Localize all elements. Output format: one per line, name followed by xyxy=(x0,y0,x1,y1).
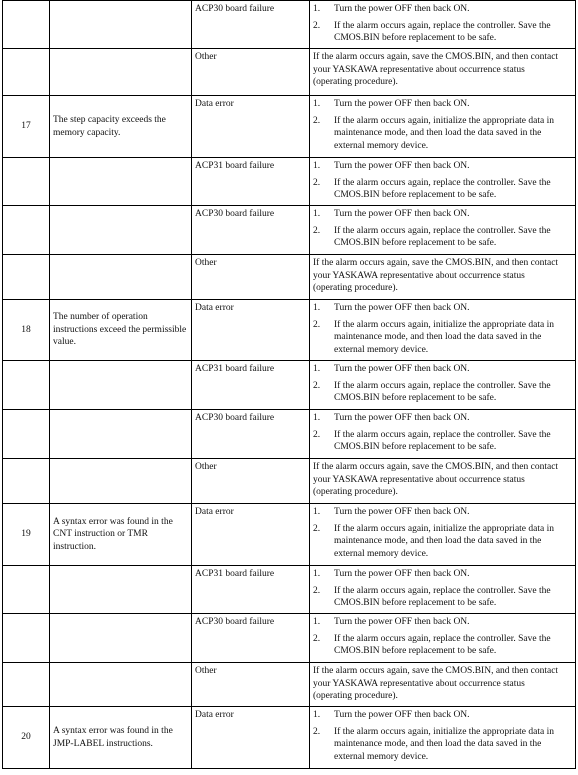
sub-code-cell: Other xyxy=(192,663,310,707)
step-text: If the alarm occurs again, replace the controller. Save the CMOS.BIN before replacement to be safe. xyxy=(334,585,551,609)
remedy-cell xyxy=(310,158,576,206)
step-number: 1. xyxy=(313,209,321,219)
alarm-description-cell: The step capacity exceeds the memory capacity. xyxy=(50,96,192,158)
step-text: Turn the power OFF then back ON. xyxy=(334,161,470,171)
alarm-number-cell: 17 xyxy=(3,96,50,158)
remedy-step xyxy=(313,160,569,173)
remedy-cell xyxy=(310,361,576,410)
alarm-description-cell xyxy=(50,361,192,410)
alarm-row xyxy=(3,614,576,663)
alarm-row xyxy=(3,158,576,206)
alarm-table-body xyxy=(3,1,576,769)
alarm-row xyxy=(3,255,576,300)
remedy-step xyxy=(313,208,569,221)
remedy-step xyxy=(313,726,569,764)
step-number: 2. xyxy=(313,429,321,440)
remedy-cell xyxy=(310,410,576,459)
alarm-description-cell xyxy=(50,206,192,255)
alarm-remedy-document xyxy=(2,0,575,769)
alarm-row xyxy=(3,96,576,158)
step-text: Turn the power OFF then back ON. xyxy=(334,617,470,627)
step-number: 1. xyxy=(313,413,321,423)
alarm-number-cell xyxy=(3,459,50,504)
remedy-cell xyxy=(310,614,576,663)
alarm-description-cell: A syntax error was found in the JMP-LABEL instructions. xyxy=(50,707,192,769)
step-text: If the alarm occurs again, initialize the appropriate data in maintenance mode, and then load the data saved in the external memory device. xyxy=(334,115,554,151)
step-number: 2. xyxy=(313,380,321,391)
remedy-step xyxy=(313,115,569,153)
step-text: If the alarm occurs again, replace the controller. Save the CMOS.BIN before replacement to be safe. xyxy=(334,633,551,657)
remedy-step xyxy=(313,412,569,425)
step-text: If the alarm occurs again, replace the controller. Save the CMOS.BIN before replacement to be safe. xyxy=(334,225,551,249)
step-text: Turn the power OFF then back ON. xyxy=(334,303,470,313)
sub-code-cell: Data error xyxy=(192,96,310,158)
remedy-cell xyxy=(310,1,576,49)
step-text: Turn the power OFF then back ON. xyxy=(334,99,470,109)
alarm-number-cell xyxy=(3,255,50,300)
alarm-number-cell xyxy=(3,158,50,206)
alarm-row xyxy=(3,206,576,255)
alarm-number-cell xyxy=(3,614,50,663)
step-text: Turn the power OFF then back ON. xyxy=(334,710,470,720)
sub-code-cell: ACP30 board failure xyxy=(192,410,310,459)
alarm-number-cell xyxy=(3,566,50,614)
alarm-row xyxy=(3,361,576,410)
step-number: 2. xyxy=(313,523,321,534)
step-text: If the alarm occurs again, initialize the appropriate data in maintenance mode, and then load the data saved in the external memory device. xyxy=(334,319,554,355)
remedy-cell xyxy=(310,255,576,300)
alarm-description-cell xyxy=(50,566,192,614)
alarm-description-cell xyxy=(50,49,192,96)
remedy-text: If the alarm occurs again, save the CMOS.BIN, and then contact your YASKAWA representative about occurrence status (operating procedure). xyxy=(313,52,559,88)
remedy-text: If the alarm occurs again, save the CMOS.BIN, and then contact your YASKAWA representative about occurrence status (operating procedure). xyxy=(313,666,559,702)
alarm-remedy-table xyxy=(2,0,576,769)
sub-code-cell: ACP31 board failure xyxy=(192,361,310,410)
step-text: Turn the power OFF then back ON. xyxy=(334,209,470,219)
remedy-step xyxy=(313,319,569,357)
alarm-row xyxy=(3,1,576,49)
sub-code-cell: ACP31 board failure xyxy=(192,158,310,206)
step-number: 1. xyxy=(313,710,321,720)
remedy-cell xyxy=(310,663,576,707)
step-number: 1. xyxy=(313,364,321,374)
remedy-cell xyxy=(310,96,576,158)
alarm-number-cell: 19 xyxy=(3,504,50,566)
remedy-step xyxy=(313,523,569,561)
alarm-number-cell xyxy=(3,206,50,255)
remedy-step xyxy=(313,98,569,111)
remedy-step xyxy=(313,302,569,315)
remedy-cell xyxy=(310,707,576,769)
alarm-number-cell xyxy=(3,663,50,707)
remedy-step xyxy=(313,585,569,610)
alarm-row xyxy=(3,49,576,96)
sub-code-cell: Data error xyxy=(192,504,310,566)
remedy-text: If the alarm occurs again, save the CMOS.BIN, and then contact your YASKAWA representative about occurrence status (operating procedure). xyxy=(313,258,559,294)
remedy-step xyxy=(313,616,569,629)
remedy-step xyxy=(313,225,569,250)
alarm-row xyxy=(3,300,576,361)
step-text: If the alarm occurs again, replace the controller. Save the CMOS.BIN before replacement to be safe. xyxy=(334,177,551,201)
alarm-number-cell: 20 xyxy=(3,707,50,769)
sub-code-cell: Data error xyxy=(192,300,310,361)
alarm-description-cell xyxy=(50,158,192,206)
step-number: 2. xyxy=(313,633,321,644)
step-number: 1. xyxy=(313,617,321,627)
sub-code-cell: ACP31 board failure xyxy=(192,566,310,614)
alarm-row xyxy=(3,707,576,769)
remedy-step xyxy=(313,429,569,454)
remedy-cell xyxy=(310,206,576,255)
remedy-cell xyxy=(310,566,576,614)
remedy-cell xyxy=(310,300,576,361)
alarm-description-cell: The number of operation instructions exceed the permissible value. xyxy=(50,300,192,361)
remedy-step xyxy=(313,633,569,658)
sub-code-cell: Other xyxy=(192,255,310,300)
step-text: Turn the power OFF then back ON. xyxy=(334,569,470,579)
step-number: 2. xyxy=(313,177,321,188)
sub-code-cell: ACP30 board failure xyxy=(192,206,310,255)
remedy-step xyxy=(313,177,569,202)
remedy-step xyxy=(313,506,569,519)
remedy-cell xyxy=(310,49,576,96)
alarm-number-cell xyxy=(3,1,50,49)
remedy-step xyxy=(313,709,569,722)
alarm-description-cell xyxy=(50,614,192,663)
step-text: If the alarm occurs again, replace the controller. Save the CMOS.BIN before replacement to be safe. xyxy=(334,380,551,404)
remedy-step xyxy=(313,380,569,405)
step-text: Turn the power OFF then back ON. xyxy=(334,4,470,14)
step-number: 2. xyxy=(313,319,321,330)
sub-code-cell: Other xyxy=(192,459,310,504)
alarm-row xyxy=(3,459,576,504)
step-text: If the alarm occurs again, initialize the appropriate data in maintenance mode, and then load the data saved in the external memory device. xyxy=(334,523,554,559)
step-number: 1. xyxy=(313,569,321,579)
alarm-description-cell xyxy=(50,459,192,504)
step-number: 2. xyxy=(313,115,321,126)
step-number: 2. xyxy=(313,225,321,236)
alarm-description-cell xyxy=(50,255,192,300)
step-text: If the alarm occurs again, initialize the appropriate data in maintenance mode, and then load the data saved in the external memory device. xyxy=(334,726,554,762)
step-text: If the alarm occurs again, replace the controller. Save the CMOS.BIN before replacement to be safe. xyxy=(334,429,551,453)
remedy-cell xyxy=(310,459,576,504)
step-number: 1. xyxy=(313,303,321,313)
remedy-text: If the alarm occurs again, save the CMOS.BIN, and then contact your YASKAWA representative about occurrence status (operating procedure). xyxy=(313,462,559,498)
step-number: 2. xyxy=(313,585,321,596)
step-number: 1. xyxy=(313,161,321,171)
alarm-number-cell: 18 xyxy=(3,300,50,361)
step-number: 2. xyxy=(313,726,321,737)
alarm-row xyxy=(3,566,576,614)
alarm-description-cell xyxy=(50,663,192,707)
alarm-number-cell xyxy=(3,361,50,410)
sub-code-cell: ACP30 board failure xyxy=(192,614,310,663)
alarm-number-cell xyxy=(3,49,50,96)
step-text: Turn the power OFF then back ON. xyxy=(334,413,470,423)
step-text: Turn the power OFF then back ON. xyxy=(334,364,470,374)
remedy-step xyxy=(313,568,569,581)
alarm-row xyxy=(3,410,576,459)
step-number: 1. xyxy=(313,99,321,109)
remedy-cell xyxy=(310,504,576,566)
step-number: 1. xyxy=(313,4,321,14)
alarm-number-cell xyxy=(3,410,50,459)
step-text: If the alarm occurs again, replace the controller. Save the CMOS.BIN before replacement to be safe. xyxy=(334,20,551,44)
alarm-description-cell xyxy=(50,410,192,459)
remedy-step xyxy=(313,363,569,376)
sub-code-cell: ACP30 board failure xyxy=(192,1,310,49)
alarm-row xyxy=(3,663,576,707)
step-text: Turn the power OFF then back ON. xyxy=(334,507,470,517)
alarm-row xyxy=(3,504,576,566)
step-number: 1. xyxy=(313,507,321,517)
step-number: 2. xyxy=(313,20,321,31)
sub-code-cell: Other xyxy=(192,49,310,96)
remedy-step xyxy=(313,20,569,45)
sub-code-cell: Data error xyxy=(192,707,310,769)
alarm-description-cell xyxy=(50,1,192,49)
remedy-step xyxy=(313,3,569,16)
alarm-description-cell: A syntax error was found in the CNT instruction or TMR instruction. xyxy=(50,504,192,566)
